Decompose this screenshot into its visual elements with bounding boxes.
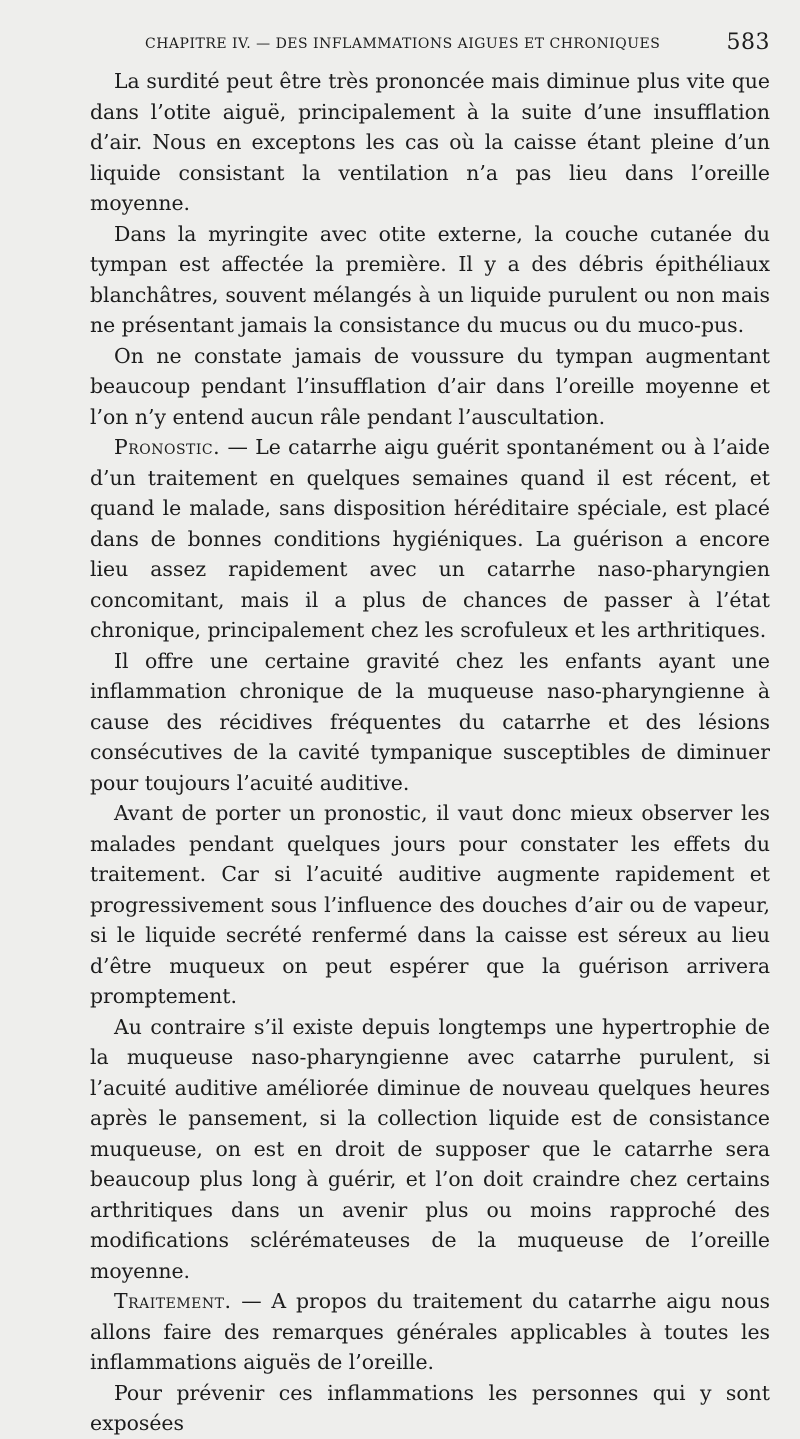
paragraph-text: Dans la myringite avec otite externe, la couche cutanée du tympan est affectée la première. Il y a des débris épithéliaux blanchâtres, souvent mélangés à un liquide purulent ou non mais ne présentant jamais la consistance du mucus ou du muco-pus. <box>90 221 770 337</box>
paragraph-text: — A propos du traitement du catarrhe aigu nous allons faire des remarques générales applicables à toutes les inflammations aiguës de l’oreille. <box>90 1289 770 1374</box>
running-head <box>145 30 770 60</box>
paragraph <box>90 219 770 341</box>
paragraph <box>90 798 770 1012</box>
paragraph-text: Au contraire s’il existe depuis longtemps une hypertrophie de la muqueuse naso-pharyngienne avec catarrhe purulent, si l’acuité auditive améliorée diminue de nouveau quelques heures après le pansement, si la collection liquide est de consistance muqueuse, on est en droit de supposer que le catarrhe sera beaucoup plus long à guérir, et l’on doit craindre chez certains arthritiques dans un avenir plus ou moins rapproché des modifications sclérémateuses de la muqueuse de l’oreille moyenne. <box>90 1014 770 1283</box>
paragraph <box>90 646 770 799</box>
paragraph <box>90 341 770 433</box>
chapter-title: CHAPITRE IV. — DES INFLAMMATIONS AIGUES ET CHRONIQUES <box>145 36 661 52</box>
paragraph <box>90 1012 770 1287</box>
paragraph <box>90 432 770 646</box>
paragraph-text: Il offre une certaine gravité chez les enfants ayant une inflammation chronique de la muqueuse naso-pharyngienne à cause des récidives fréquentes du catarrhe et des lésions consécutives de la cavité tympanique susceptibles de diminuer pour toujours l’acuité auditive. <box>90 648 770 795</box>
body-text <box>90 66 770 1439</box>
section-heading-traitement: Traitement. <box>114 1289 232 1313</box>
section-heading-pronostic: Pronostic. <box>114 435 221 459</box>
paragraph <box>90 1378 770 1439</box>
paragraph <box>90 1286 770 1378</box>
paragraph <box>90 66 770 219</box>
page-number: 583 <box>726 30 770 55</box>
paragraph-text: La surdité peut être très prononcée mais diminue plus vite que dans l’otite aiguë, principalement à la suite d’une insufflation d’air. Nous en exceptons les cas où la caisse étant pleine d’un liquide consistant la ventilation n’a pas lieu dans l’oreille moyenne. <box>90 69 770 215</box>
paragraph-text: — Le catarrhe aigu guérit spontanément ou à l’aide d’un traitement en quelques semaines quand il est récent, et quand le malade, sans disposition héréditaire spéciale, est placé dans de bonnes conditions hygiéniques. La guérison a encore lieu assez rapidement avec un catarrhe naso-pharyngien concomitant, mais il a plus de chances de passer à l’état chronique, principalement chez les scrofuleux et les arthritiques. <box>90 435 770 642</box>
paragraph-text: Avant de porter un pronostic, il vaut donc mieux observer les malades pendant quelques jours pour constater les effets du traitement. Car si l’acuité auditive augmente rapidement et progressivement sous l’influence des douches d’air ou de vapeur, si le liquide secrété renfermé dans la caisse est séreux au lieu d’être muqueux on peut espérer que la guérison arrivera promptement. <box>90 801 770 1008</box>
paragraph-text: On ne constate jamais de voussure du tympan augmentant beaucoup pendant l’insufflation d’air dans l’oreille moyenne et l’on n’y entend aucun râle pendant l’auscultation. <box>90 343 770 429</box>
paragraph-text: Pour prévenir ces inflammations les personnes qui y sont exposées <box>90 1380 770 1435</box>
